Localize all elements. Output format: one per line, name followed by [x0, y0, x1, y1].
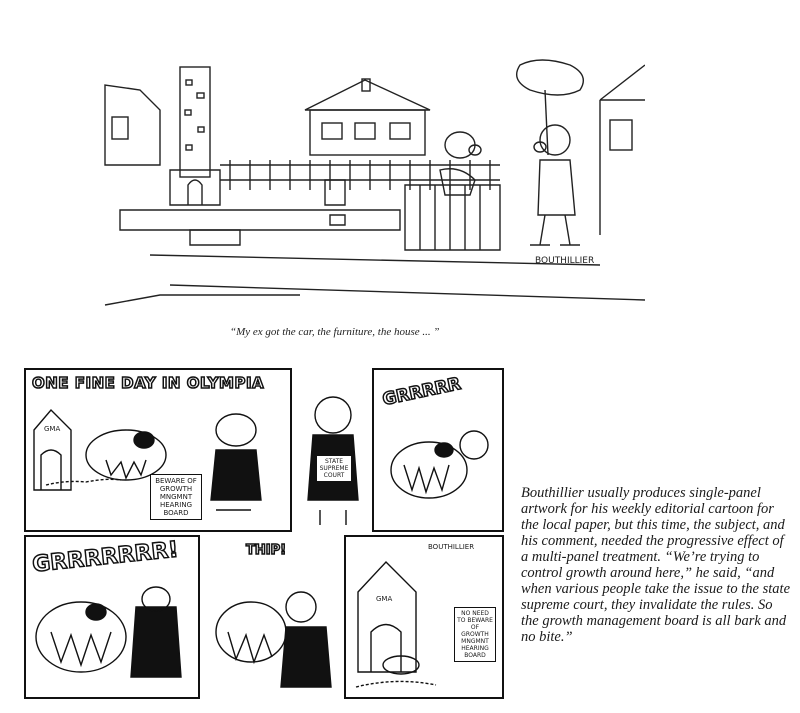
strip-panel-5: [204, 535, 340, 699]
strip-panel-3: [372, 368, 504, 532]
robe-label: STATE SUPREME COURT: [316, 455, 352, 482]
strip-panel-1: [24, 368, 292, 532]
strip-panel-2: [296, 378, 370, 532]
strip-signature: BOUTHILLIER: [428, 543, 475, 551]
top-cartoon: [100, 55, 645, 320]
top-cartoon-drawing: [100, 55, 645, 320]
panel-4-drawing: [26, 537, 198, 697]
comic-strip: [24, 363, 504, 703]
strip-title: ONE FINE DAY IN OLYMPIA: [32, 374, 265, 392]
panel-5-drawing: [206, 537, 338, 697]
growl-text-1: GRRRRR: [380, 373, 463, 411]
top-cartoon-signature: BOUTHILLIER: [535, 256, 595, 266]
thip-text: THIP!: [246, 543, 287, 558]
doghouse-label-2: GMA: [376, 595, 393, 603]
growth-board-sign: BEWARE OF GROWTH MNGMNT HEARING BOARD: [150, 474, 202, 520]
doghouse-label: GMA: [44, 425, 61, 433]
no-need-sign: NO NEED TO BEWARE OF GROWTH MNGMNT HEARING BOARD: [454, 607, 496, 662]
strip-panel-4: [24, 535, 200, 699]
article-body-text: Bouthillier usually produces single-panel artwork for his weekly editorial cartoon for the local paper, but this time, the subject, and his comment, needed the progressive effect of a multi-panel treatment. “We’re trying to control growth around here,” he said, “and when various people take the issue to the state supreme court, they invalidate the rules. So the growth management board is all bark and no bite.”: [521, 485, 791, 645]
top-cartoon-caption: “My ex got the car, the furniture, the house ... ”: [230, 326, 440, 338]
strip-panel-6: [344, 535, 504, 699]
growl-text-2: GRRRRRRR!: [31, 537, 180, 578]
panel-3-drawing: [374, 370, 502, 530]
